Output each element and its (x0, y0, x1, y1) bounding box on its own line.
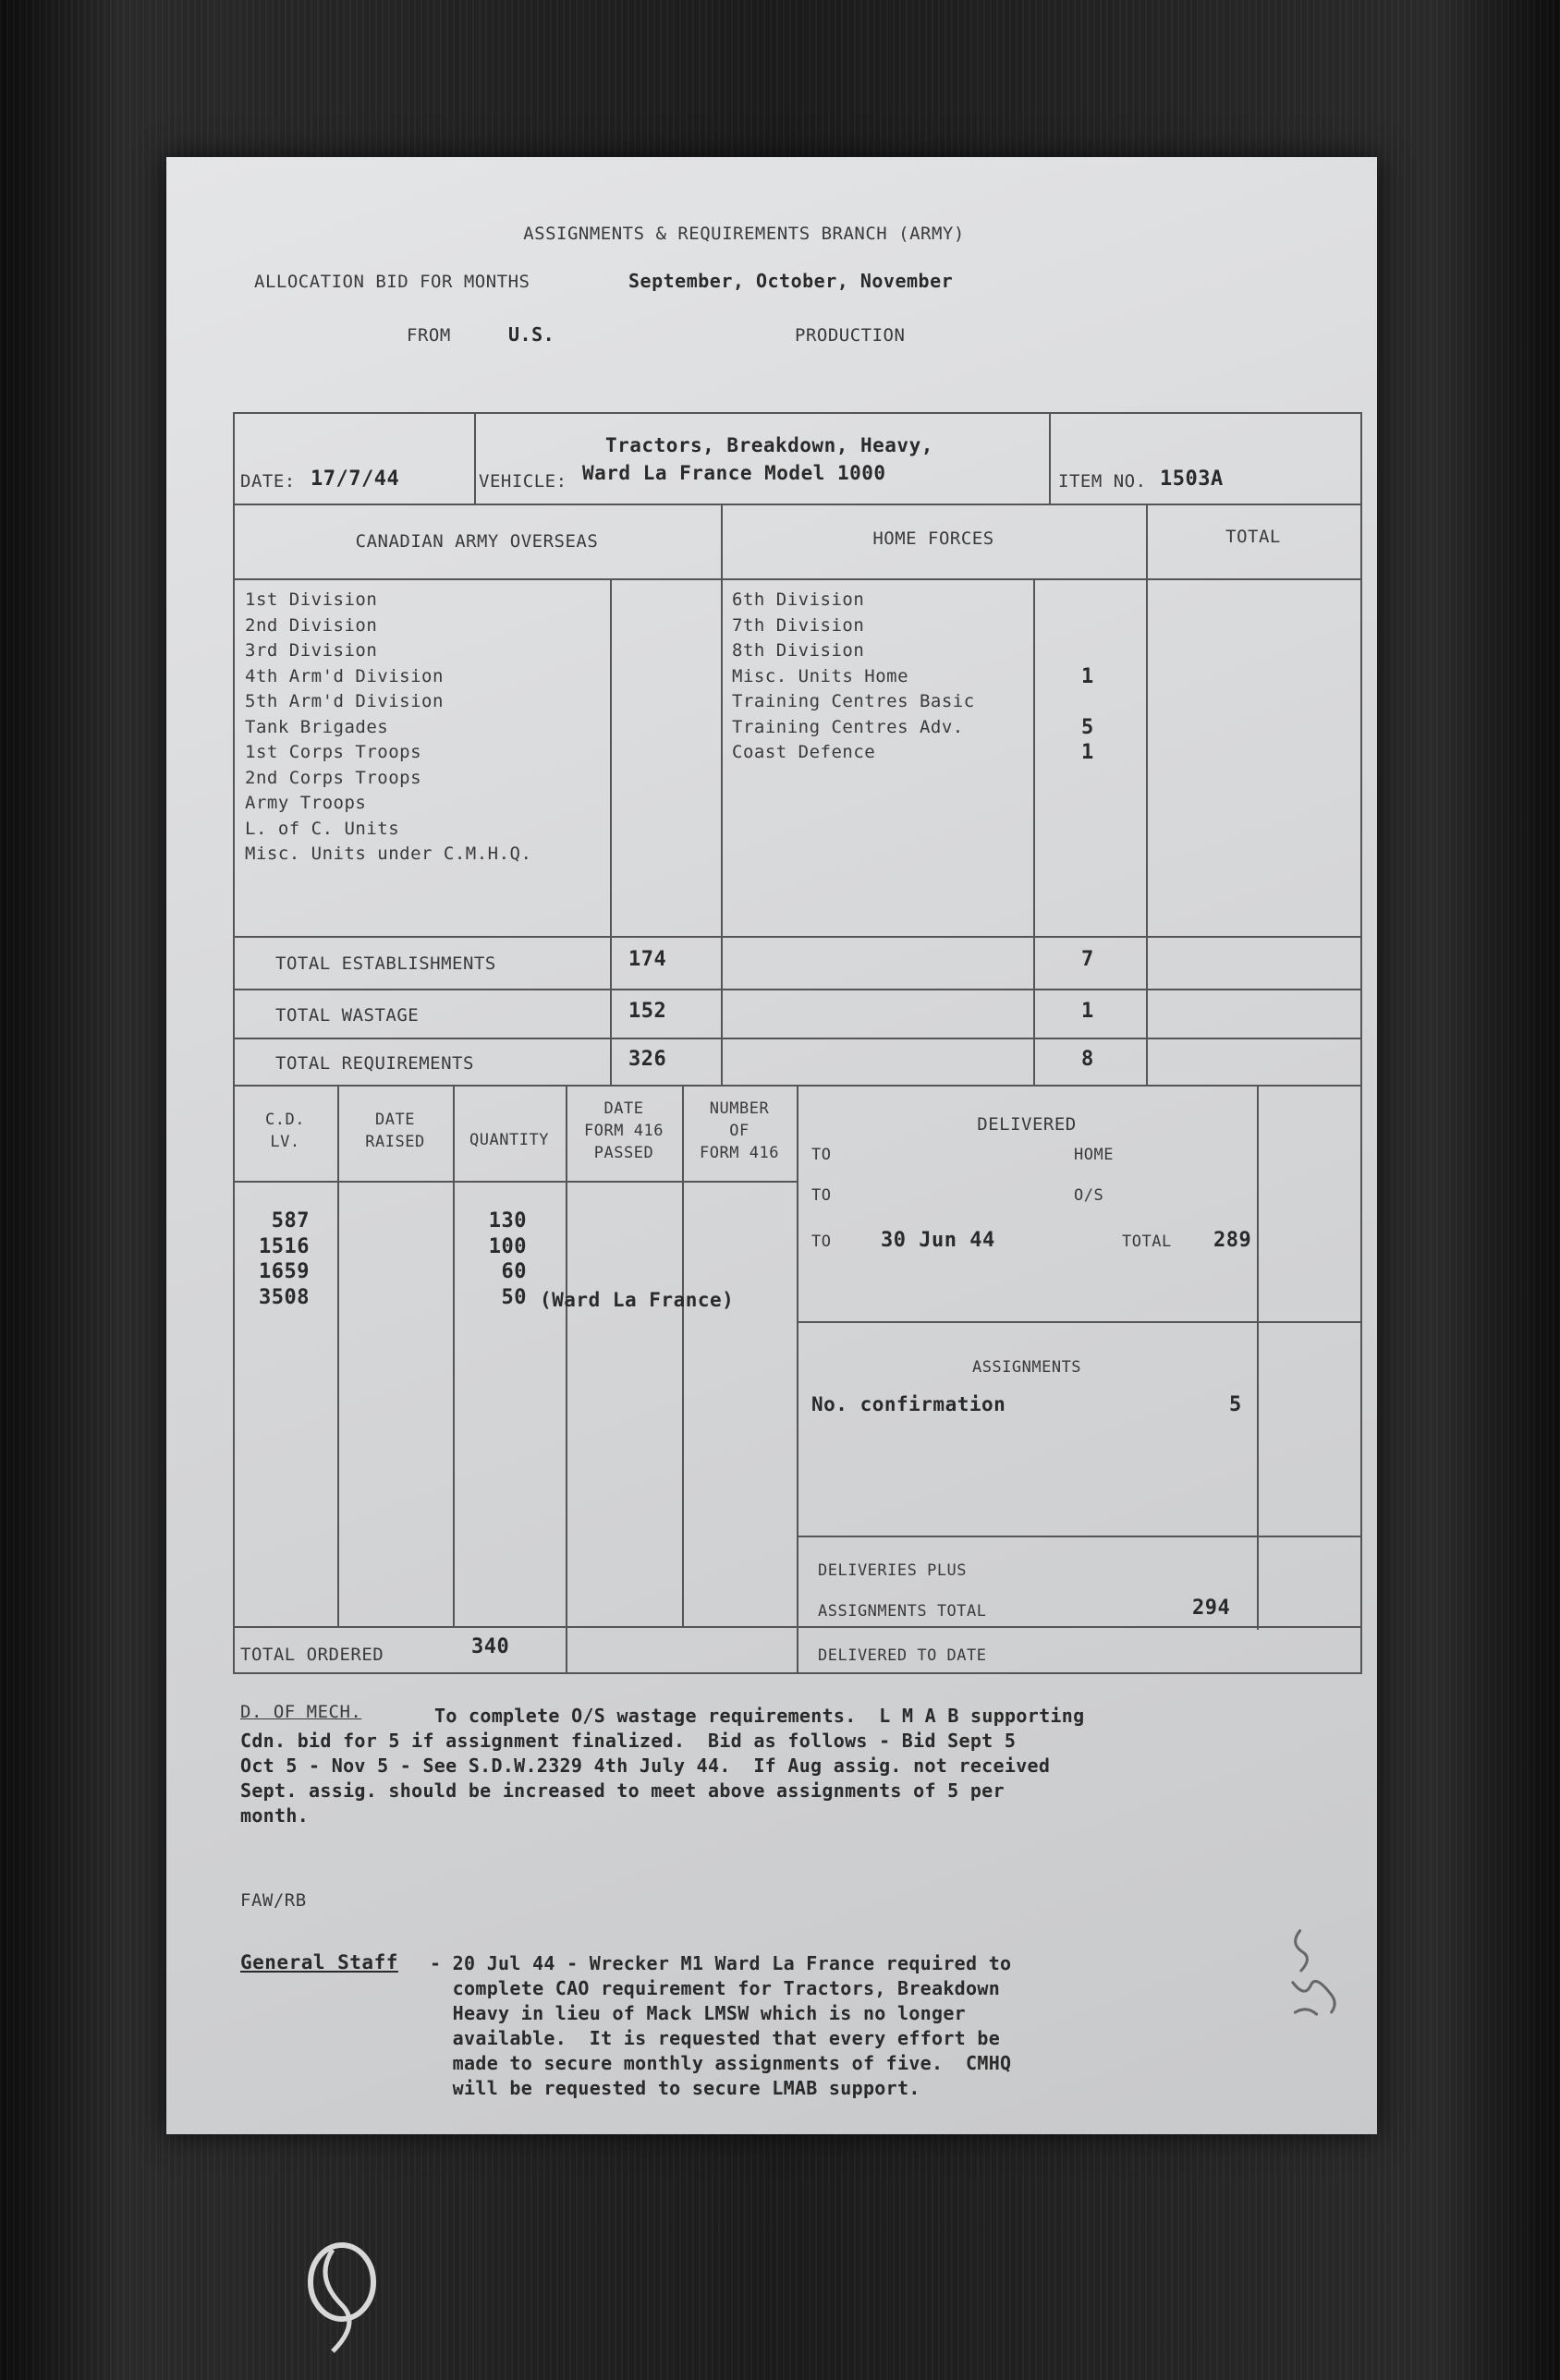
delivered-to-label: TO (811, 1186, 832, 1205)
list-item: 1659 (259, 1260, 310, 1283)
table-right-border (1360, 412, 1362, 1674)
list-item: 4th Arm'd Division (245, 665, 444, 686)
quantity-header: QUANTITY (469, 1131, 549, 1149)
delivered-total-label: TOTAL (1122, 1232, 1172, 1251)
from-value: U.S. (508, 323, 555, 346)
branch-title: ASSIGNMENTS & REQUIREMENTS BRANCH (ARMY) (523, 224, 965, 244)
cd-lv-list (254, 1208, 310, 1310)
deliveries-plus-label: DELIVERIES PLUS (818, 1561, 968, 1580)
list-item: 130 (488, 1209, 527, 1232)
list-item (1081, 588, 1094, 613)
list-item (1081, 689, 1094, 715)
list-item: 6th Division (732, 589, 865, 610)
home-values (1081, 588, 1094, 766)
handwritten-mark (1262, 1914, 1362, 2040)
total-requirements-overseas: 326 (628, 1048, 667, 1071)
canadian-units (245, 588, 531, 868)
list-item: 2nd Division (245, 614, 378, 636)
total-ordered-value: 340 (471, 1635, 510, 1658)
total-ordered-label: TOTAL ORDERED (240, 1645, 384, 1665)
list-item: 7th Division (732, 614, 865, 636)
list-item: 2nd Corps Troops (245, 767, 422, 788)
list-item: 5 (1081, 715, 1094, 739)
vehicle-line2: Ward La France Model 1000 (582, 462, 886, 484)
list-item: 1 (1081, 664, 1094, 688)
quantity-list (471, 1208, 527, 1310)
cd-lv-header: C.D. LV. (265, 1111, 305, 1151)
assignments-text: No. confirmation (811, 1393, 1006, 1415)
list-item: 1 (1081, 741, 1094, 764)
production-label: PRODUCTION (795, 325, 906, 346)
remarks-gs-text: - 20 Jul 44 - Wrecker M1 Ward La France required to complete CAO requirement for Tractors, Breakdown Heavy in lieu of Mack LMSW which is no longer available. It is requested that every effort be made to secure monthly assignments of five. CMHQ will be requested to secure LMAB support. (430, 1952, 1012, 2099)
list-item: Training Centres Basic (732, 691, 975, 711)
table-bottom-border (233, 1672, 1362, 1674)
assignments-value: 5 (1229, 1393, 1242, 1416)
table-line (233, 936, 1362, 938)
delivered-to-label: TO (811, 1232, 832, 1251)
list-item: 1516 (259, 1234, 310, 1258)
list-item: Misc. Units under C.M.H.Q. (245, 844, 532, 864)
list-item: 8th Division (732, 640, 865, 661)
table-top-border (233, 412, 1362, 414)
table-line (682, 1085, 684, 1628)
vehicle-line1: Tractors, Breakdown, Heavy, (605, 434, 933, 456)
list-item: Army Troops (245, 793, 367, 813)
list-item: 3rd Division (245, 640, 378, 661)
film-marker-icon (296, 2231, 407, 2370)
table-line (721, 504, 723, 1087)
delivered-heading: DELIVERED (977, 1114, 1077, 1135)
list-item (1081, 613, 1094, 639)
delivered-home-label: HOME (1074, 1146, 1114, 1164)
total-establishments-overseas: 174 (628, 948, 667, 971)
table-line (610, 578, 612, 1087)
table-line (1257, 1085, 1259, 1630)
vehicle-label: VEHICLE: (479, 471, 567, 492)
handwriting-scribble-icon (1262, 1914, 1360, 2032)
table-line (474, 412, 476, 504)
delivered-os-label: O/S (1074, 1186, 1104, 1205)
delivered-total-value: 289 (1213, 1229, 1252, 1252)
total-establishments-label: TOTAL ESTABLISHMENTS (275, 953, 496, 974)
list-item: 1st Corps Troops (245, 742, 422, 762)
list-item (1081, 638, 1094, 664)
delivered-date: 30 Jun 44 (881, 1229, 995, 1252)
remarks-gs-label: General Staff (240, 1951, 398, 1973)
list-item: Misc. Units Home (732, 665, 909, 686)
assignments-heading: ASSIGNMENTS (971, 1358, 1082, 1377)
table-line (233, 504, 1362, 505)
date-raised-header: DATE RAISED (365, 1111, 425, 1151)
remarks-d-text: To complete O/S wastage requirements. L M A B supporting Cdn. bid for 5 if assignment finalized. Bid as follows - Bid Sept 5 Oct 5 - Nov 5 - See S.D.W.2329 4th July 44. If Aug assig. not received Sept. assig. should be increased to meet above assignments of 5 per month. (240, 1705, 1085, 1827)
assignments-total-label: ASSIGNMENTS TOTAL (818, 1602, 987, 1621)
table-line (1033, 578, 1035, 1087)
table-line (233, 1181, 797, 1183)
table-line (797, 1085, 798, 1672)
table-line (1146, 504, 1148, 1087)
canadian-heading: CANADIAN ARMY OVERSEAS (355, 531, 599, 552)
document-page (166, 157, 1377, 2134)
list-item: 100 (488, 1234, 527, 1258)
allocation-months: September, October, November (628, 270, 954, 292)
total-requirements-home: 8 (1081, 1048, 1094, 1071)
list-item: 1st Division (245, 589, 378, 610)
number-of-form-header: NUMBER OF FORM 416 (700, 1099, 779, 1162)
table-line (233, 578, 1362, 580)
table-left-border (233, 412, 235, 1674)
order-note: (Ward La France) (540, 1289, 735, 1311)
home-units (732, 588, 975, 766)
list-item: 587 (271, 1209, 310, 1232)
total-establishments-home: 7 (1081, 948, 1094, 971)
item-no-label: ITEM NO. (1058, 471, 1147, 492)
table-line (797, 1536, 1362, 1537)
remarks-initials: FAW/RB (240, 1890, 307, 1911)
from-label: FROM (407, 325, 451, 346)
total-wastage-label: TOTAL WASTAGE (275, 1005, 420, 1026)
remarks-d-label: D. OF MECH. (240, 1702, 362, 1722)
table-line (337, 1085, 339, 1628)
item-no-value: 1503A (1160, 468, 1224, 491)
table-line (1049, 412, 1051, 504)
list-item: 50 (501, 1285, 527, 1309)
total-wastage-overseas: 152 (628, 1000, 667, 1023)
list-item: L. of C. Units (245, 818, 400, 839)
delivered-to-date-label: DELIVERED TO DATE (818, 1646, 987, 1665)
date-form-header: DATE FORM 416 PASSED (584, 1099, 664, 1162)
total-heading: TOTAL (1225, 527, 1281, 547)
home-heading: HOME FORCES (872, 528, 994, 549)
table-line (233, 1038, 1362, 1039)
delivered-to-label: TO (811, 1146, 832, 1164)
allocation-label: ALLOCATION BID FOR MONTHS (254, 272, 530, 292)
assignments-total-value: 294 (1192, 1597, 1231, 1620)
date-label: DATE: (240, 471, 296, 492)
table-line (797, 1321, 1362, 1323)
total-wastage-home: 1 (1081, 1000, 1094, 1023)
list-item: 60 (501, 1260, 527, 1283)
table-line (453, 1085, 455, 1628)
table-line (233, 989, 1362, 990)
list-item: Coast Defence (732, 742, 876, 762)
total-requirements-label: TOTAL REQUIREMENTS (275, 1053, 474, 1074)
list-item: 3508 (259, 1285, 310, 1309)
list-item: 5th Arm'd Division (245, 691, 444, 711)
date-value: 17/7/44 (311, 468, 400, 491)
list-item: Training Centres Adv. (732, 716, 964, 737)
list-item: Tank Brigades (245, 716, 389, 737)
table-line (566, 1085, 567, 1672)
